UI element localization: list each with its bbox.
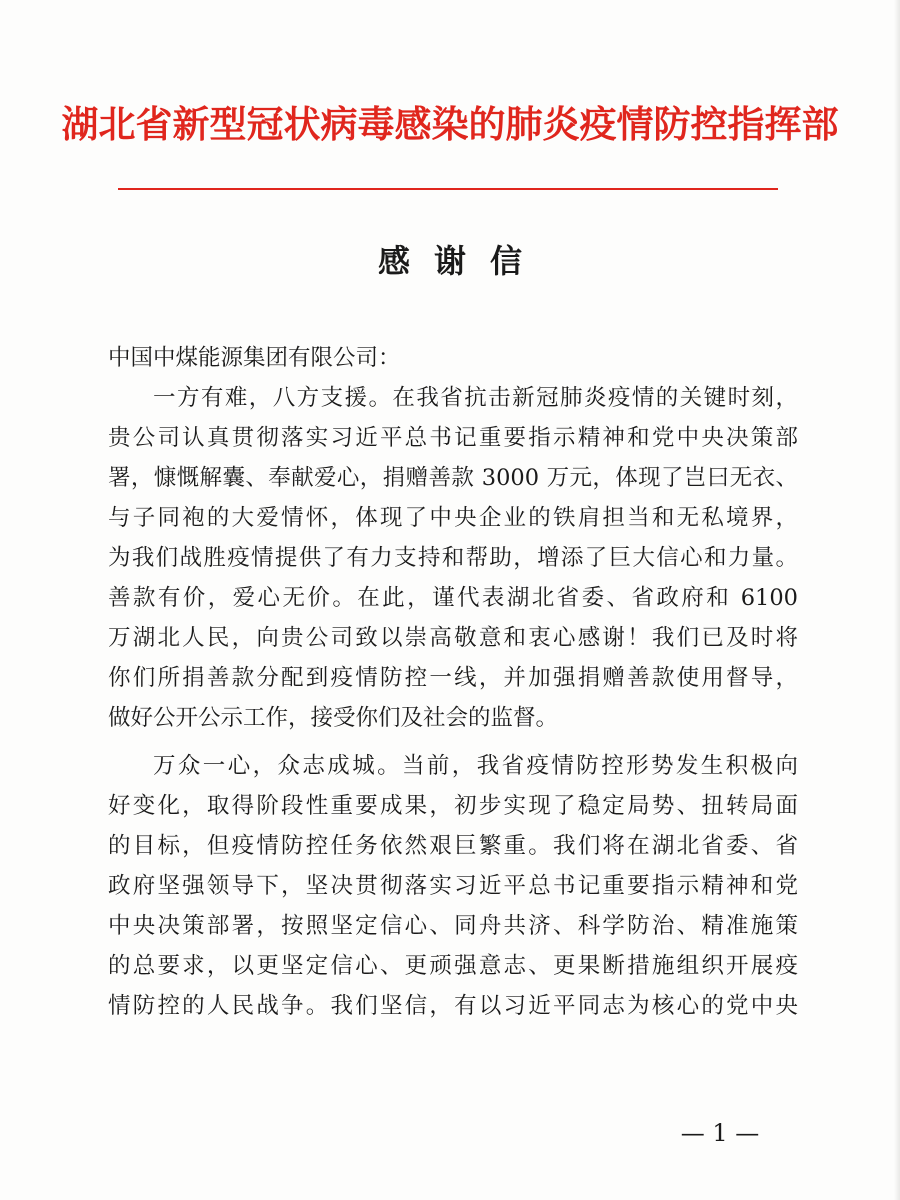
text-line: 一方有难，八方支援。在我省抗击新冠肺炎疫情的关键时刻，: [153, 385, 798, 411]
text-line: 善款有价，爱心无价。在此，谨代表湖北省委、省政府和 6100: [108, 585, 798, 611]
page-number: — 1 —: [680, 1119, 760, 1147]
text-line: 中央决策部署，按照坚定信心、同舟共济、科学防治、精准施策: [108, 913, 798, 939]
text-line: 好变化，取得阶段性重要成果，初步实现了稳定局势、扭转局面: [108, 793, 798, 819]
letter-body: [108, 338, 798, 1026]
paragraph-2: [108, 746, 798, 1026]
salutation: 中国中煤能源集团有限公司：: [108, 345, 401, 371]
letterhead-red-rule: [118, 188, 778, 190]
text-line: 万众一心，众志成城。当前，我省疫情防控形势发生积极向: [153, 753, 798, 779]
text-line: 的目标，但疫情防控任务依然艰巨繁重。我们将在湖北省委、省: [108, 833, 798, 859]
text-line: 你们所捐善款分配到疫情防控一线，并加强捐赠善款使用督导，: [108, 665, 798, 691]
letterhead-issuer: 湖北省新型冠状病毒感染的肺炎疫情防控指挥部: [61, 103, 839, 146]
text-line: 做好公开公示工作，接受你们及社会的监督。: [108, 705, 559, 731]
text-line: 贵公司认真贯彻落实习近平总书记重要指示精神和党中央决策部: [108, 425, 798, 451]
text-line: 为我们战胜疫情提供了有力支持和帮助，增添了巨大信心和力量。: [108, 545, 798, 571]
text-line: 的总要求，以更坚定信心、更顽强意志、更果断措施组织开展疫: [108, 953, 798, 979]
text-line: 政府坚强领导下，坚决贯彻落实习近平总书记重要指示精神和党: [108, 873, 798, 899]
paragraph-1: [108, 378, 798, 738]
text-line: 与子同袍的大爱情怀，体现了中央企业的铁肩担当和无私境界，: [108, 505, 798, 531]
text-line: 万湖北人民，向贵公司致以崇高敬意和衷心感谢！我们已及时将: [108, 625, 798, 651]
document-title: 感谢信: [377, 242, 546, 280]
page-edge-shadow: [894, 0, 900, 1200]
text-line: 情防控的人民战争。我们坚信，有以习近平同志为核心的党中央: [108, 993, 798, 1019]
text-line: 署，慷慨解囊、奉献爱心，捐赠善款 3000 万元，体现了岂曰无衣、: [108, 465, 798, 491]
